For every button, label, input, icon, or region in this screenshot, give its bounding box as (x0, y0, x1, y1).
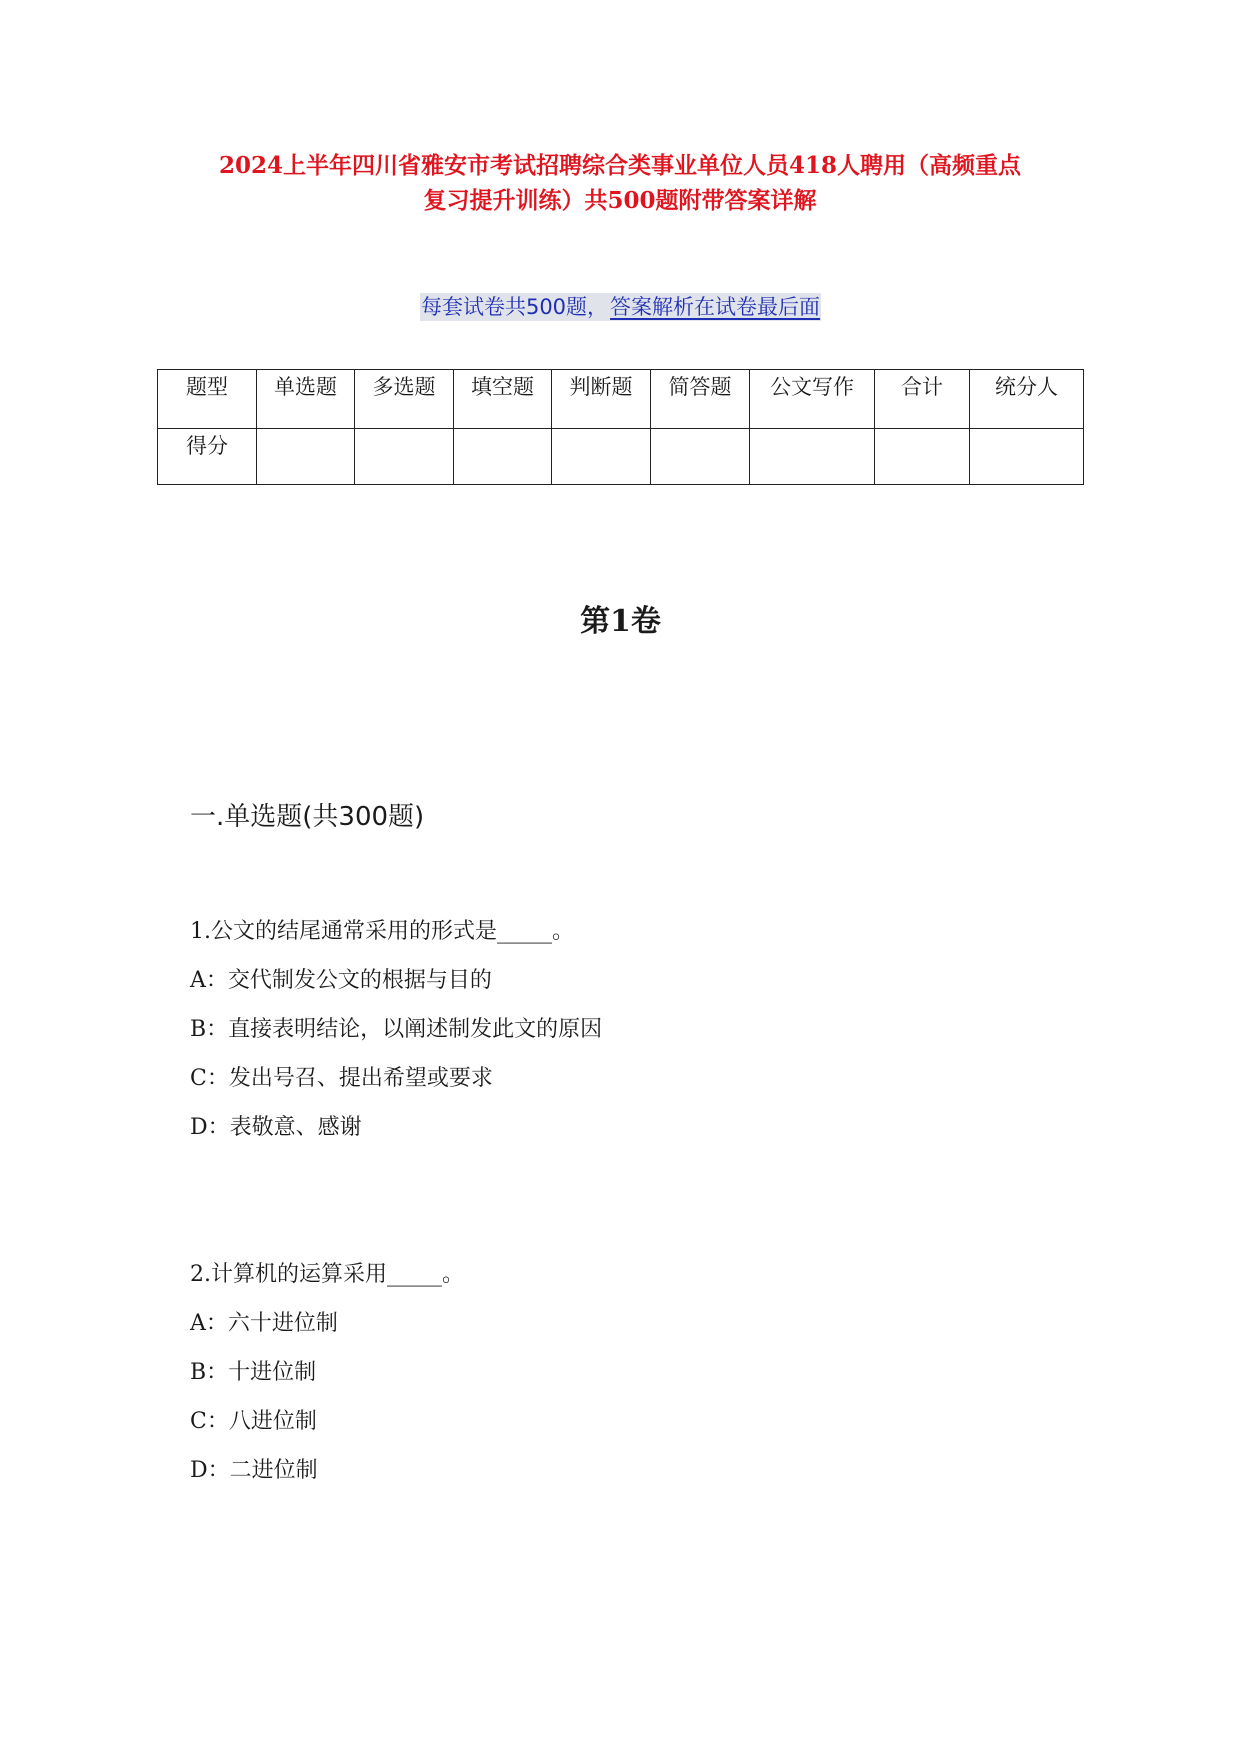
subtitle (0, 292, 1241, 322)
header-cell-short: 简答题 (651, 370, 750, 429)
option-a: A：交代制发公文的根据与目的 (190, 968, 492, 993)
header-cell-multi: 多选题 (355, 370, 454, 429)
score-cell (257, 429, 355, 485)
section-title: 一.单选题(共300题) (190, 802, 425, 832)
header-cell-fill: 填空题 (454, 370, 552, 429)
question-stem: 1.公文的结尾通常采用的形式是_____。 (190, 919, 574, 944)
score-table-header-row (158, 370, 1084, 429)
volume-title: 第1卷 (580, 604, 661, 639)
score-row-label: 得分 (158, 429, 257, 485)
score-cell (454, 429, 552, 485)
option-c: C：八进位制 (190, 1409, 317, 1434)
question-2 (190, 1260, 464, 1486)
title-line-2: 复习提升训练）共500题附带答案详解 (423, 187, 817, 214)
header-cell-single: 单选题 (257, 370, 355, 429)
score-cell (875, 429, 970, 485)
option-c: C：发出号召、提出希望或要求 (190, 1066, 493, 1091)
question-1 (190, 917, 602, 1143)
subtitle-part-2: 答案解析在试卷最后面 (610, 295, 821, 319)
header-cell-total: 合计 (875, 370, 970, 429)
document-title (140, 148, 1100, 218)
score-cell (552, 429, 651, 485)
option-b: B：十进位制 (190, 1360, 317, 1385)
score-table (157, 369, 1084, 485)
option-d: D：二进位制 (190, 1458, 318, 1483)
header-cell-writing: 公文写作 (750, 370, 875, 429)
subtitle-part-1: 每套试卷共500题， (420, 295, 609, 319)
score-cell (651, 429, 750, 485)
header-cell-judge: 判断题 (552, 370, 651, 429)
title-line-1: 2024上半年四川省雅安市考试招聘综合类事业单位人员418人聘用（高频重点 (218, 152, 1022, 179)
option-a: A：六十进位制 (190, 1311, 338, 1336)
question-stem: 2.计算机的运算采用_____。 (190, 1262, 464, 1287)
option-b: B：直接表明结论，以阐述制发此文的原因 (190, 1017, 603, 1042)
option-d: D：表敬意、感谢 (190, 1115, 362, 1140)
header-cell-scorer: 统分人 (970, 370, 1084, 429)
score-cell (355, 429, 454, 485)
score-cell (750, 429, 875, 485)
score-cell (970, 429, 1084, 485)
header-cell-type: 题型 (158, 370, 257, 429)
score-table-score-row (158, 429, 1084, 485)
